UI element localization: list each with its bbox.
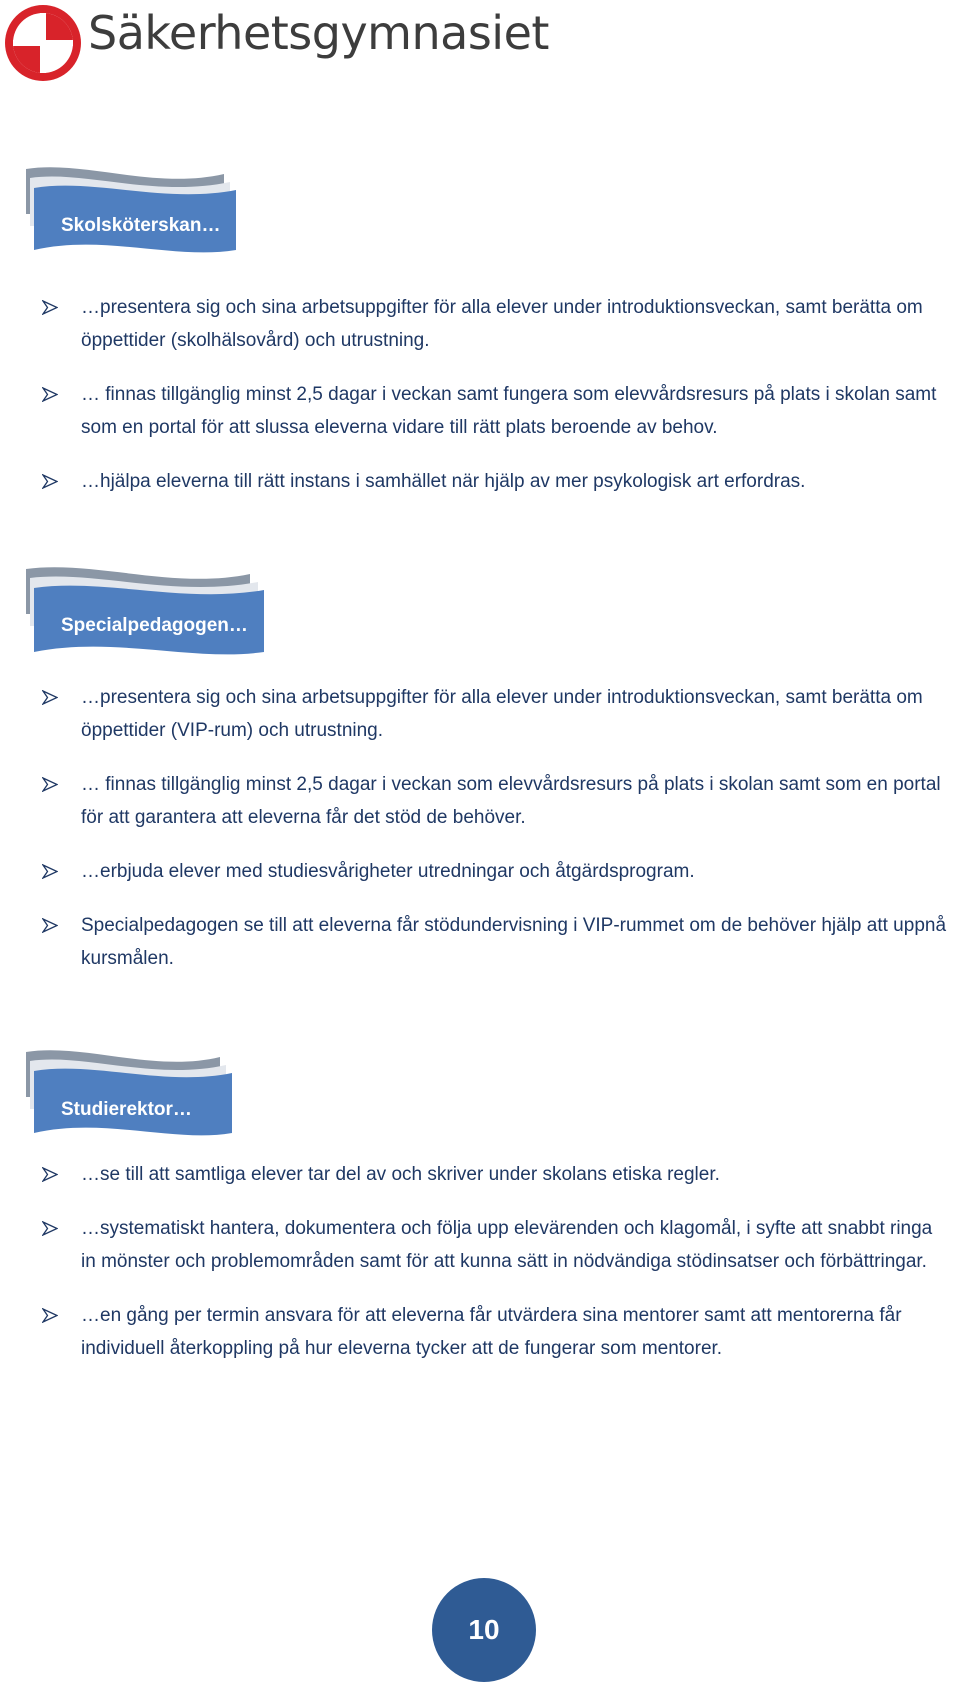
list-item-text: … finnas tillgänglig minst 2,5 dagar i veckan som elevvårdsresurs på plats i skolan samt som en portal för att garantera att eleverna får det stöd de behöver. [81, 774, 941, 828]
page-number-badge: 10 [432, 1578, 536, 1682]
section-title: Studierektor… [61, 1099, 192, 1120]
list-item [0, 1212, 960, 1278]
arrow-bullet-icon [42, 1167, 58, 1182]
list-item [0, 1158, 960, 1191]
arrow-bullet-icon [42, 474, 58, 489]
list-item-text: …hjälpa eleverna till rätt instans i samhället när hjälp av mer psykologisk art erfordras. [81, 471, 806, 492]
section-title: Skolsköterskan… [61, 215, 221, 236]
arrow-bullet-icon [42, 300, 58, 315]
arrow-bullet-icon [42, 387, 58, 402]
list-item-text: …presentera sig och sina arbetsuppgifter för alla elever under introduktionsveckan, samt berätta om öppettider (VIP-rum) och utrustning. [81, 687, 923, 741]
list-item-text: … finnas tillgänglig minst 2,5 dagar i veckan samt fungera som elevvårdsresurs på plats i skolan samt som en portal för att slussa eleverna vidare till rätt plats beroende av behov. [81, 384, 937, 438]
list-item-text: …presentera sig och sina arbetsuppgifter för alla elever under introduktionsveckan, samt berätta om öppettider (skolhälsovård) och utrustning. [81, 297, 923, 351]
section-banner [24, 1049, 236, 1149]
arrow-bullet-icon [42, 918, 58, 933]
school-logo-icon [3, 3, 83, 83]
bullet-list [0, 1158, 960, 1386]
list-item [0, 1299, 960, 1365]
section-banner [24, 566, 268, 668]
bullet-list [0, 291, 960, 519]
arrow-bullet-icon [42, 1308, 58, 1323]
list-item [0, 909, 960, 975]
list-item-text: …se till att samtliga elever tar del av och skriver under skolans etiska regler. [81, 1164, 720, 1185]
section-banner [24, 166, 240, 266]
list-item [0, 378, 960, 444]
list-item-text: …erbjuda elever med studiesvårigheter utredningar och åtgärdsprogram. [81, 861, 695, 882]
list-item [0, 291, 960, 357]
list-item [0, 855, 960, 888]
list-item [0, 768, 960, 834]
page-header [0, 0, 960, 90]
arrow-bullet-icon [42, 864, 58, 879]
list-item-text: Specialpedagogen se till att eleverna får stödundervisning i VIP-rummet om de behöver hjälp att uppnå kursmålen. [81, 915, 947, 969]
bullet-list [0, 681, 960, 996]
list-item [0, 681, 960, 747]
arrow-bullet-icon [42, 1221, 58, 1236]
arrow-bullet-icon [42, 690, 58, 705]
list-item-text: …systematiskt hantera, dokumentera och följa upp elevärenden och klagomål, i syfte att snabbt ringa in mönster och problemområden samt för att kunna sätt in nödvändiga stödinsatser och förbättringar. [81, 1218, 933, 1272]
list-item-text: …en gång per termin ansvara för att eleverna får utvärdera sina mentorer samt att mentorerna får individuell återkoppling på hur eleverna tycker att de fungerar som mentorer. [81, 1305, 902, 1359]
brand-name: Säkerhetsgymnasiet [88, 6, 549, 60]
arrow-bullet-icon [42, 777, 58, 792]
section-title: Specialpedagogen… [61, 615, 248, 636]
list-item [0, 465, 960, 498]
